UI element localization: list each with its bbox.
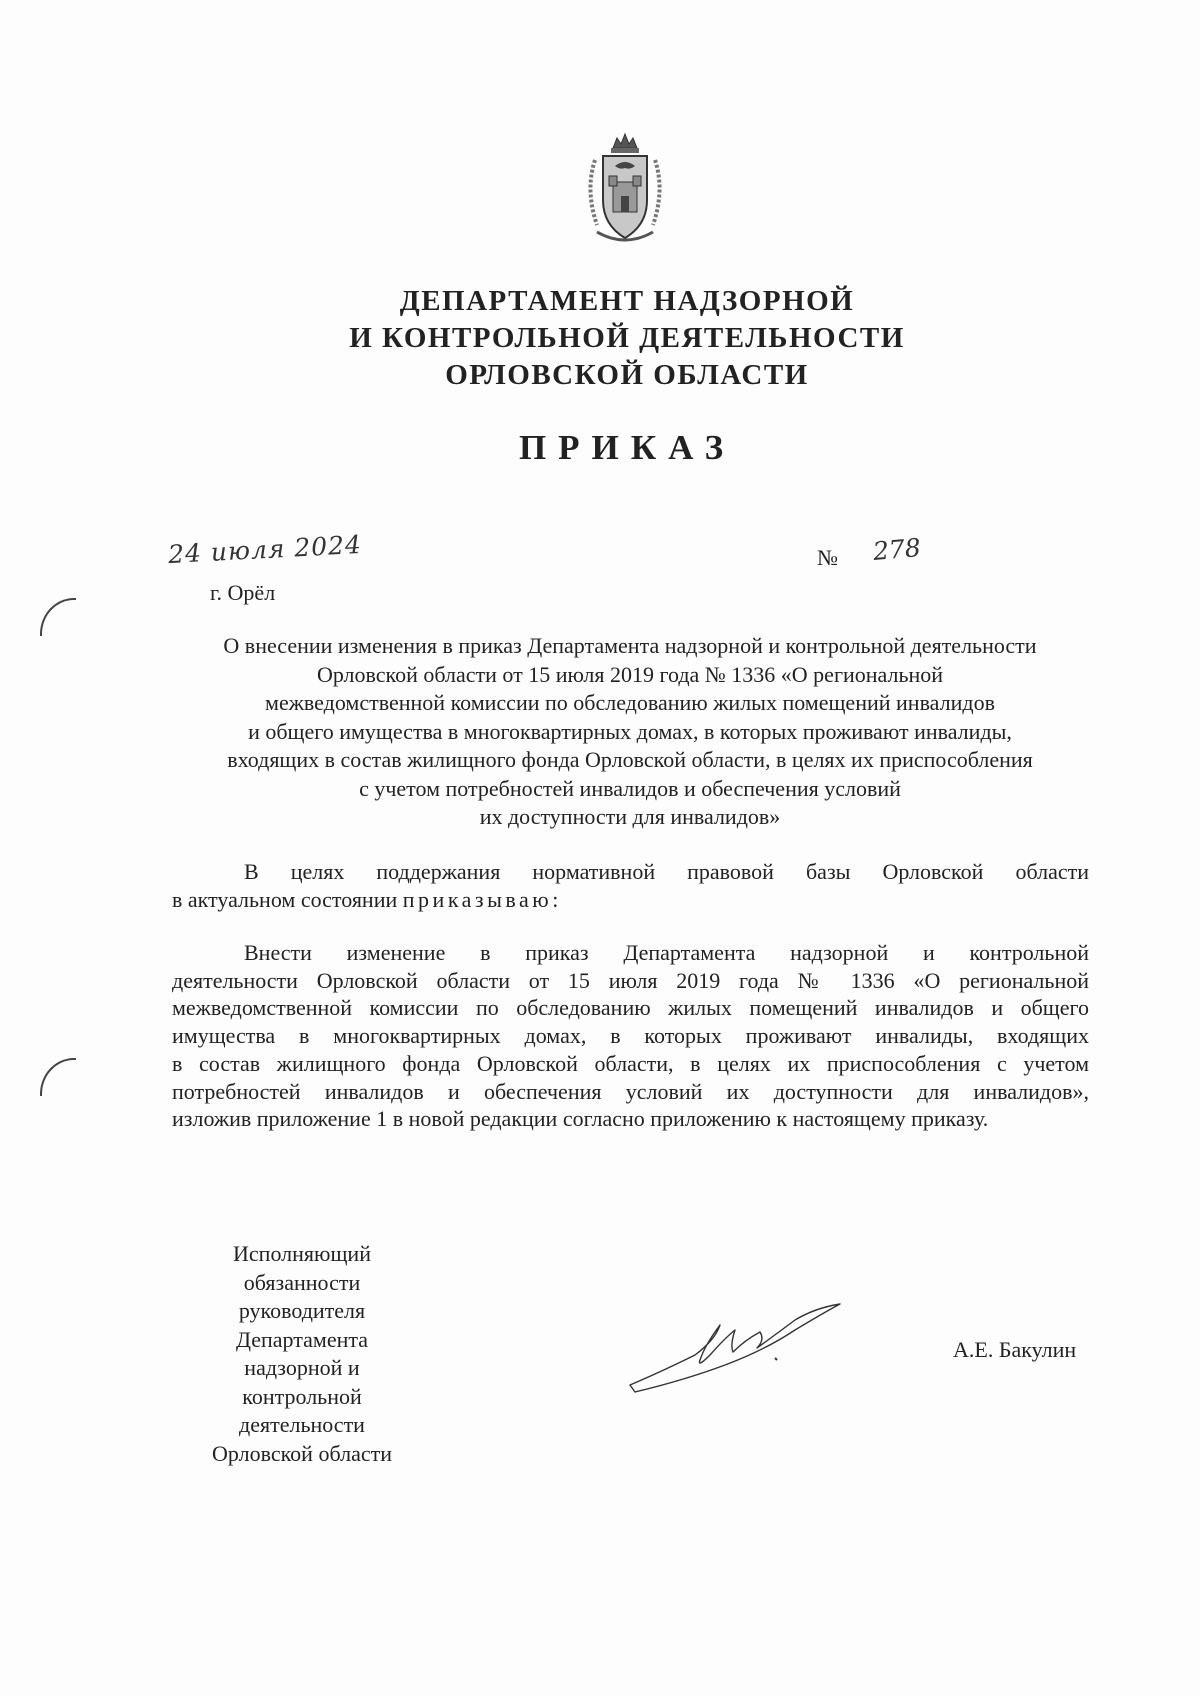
department-title xyxy=(0,283,1200,394)
order-verb: приказываю xyxy=(402,886,553,912)
signer-position xyxy=(182,1240,422,1468)
department-title-line: И КОНТРОЛЬНОЙ ДЕЯТЕЛЬНОСТИ xyxy=(349,322,905,354)
signer-position-line: Департамента xyxy=(235,1326,369,1352)
subject-line: с учетом потребностей инвалидов и обеспечения условий xyxy=(359,775,901,801)
signer-position-line: надзорной и xyxy=(244,1355,360,1380)
document-type-heading: ПРИКАЗ xyxy=(518,428,736,467)
number-label: № xyxy=(817,545,838,570)
coat-of-arms-emblem xyxy=(575,130,675,250)
signer-position-line: обязанности xyxy=(243,1269,361,1295)
punch-hole-mark xyxy=(40,1058,76,1096)
signer-position-line: Орловской области xyxy=(212,1440,392,1466)
handwritten-number: 278 xyxy=(871,532,922,567)
subject-line: входящих в состав жилищного фонда Орловской области, в целях их приспособления xyxy=(227,747,1033,772)
preamble-colon: : xyxy=(552,886,559,912)
body-line: потребностей инвалидов и обеспечения условий их доступности для инвалидов», xyxy=(172,1078,1089,1104)
subject-line: межведомственной комиссии по обследованию жилых помещений инвалидов xyxy=(265,690,995,715)
signer-position-line: Исполняющий xyxy=(233,1241,371,1266)
body-line: изложив приложение 1 в новой редакции согласно приложению к настоящему приказу. xyxy=(172,1106,989,1132)
subject-line: Орловской области от 15 июля 2019 года № 1336 «О региональной xyxy=(316,661,944,687)
preamble-paragraph xyxy=(172,858,1089,913)
body-line: деятельности Орловской области от 15 июля 2019 года № 1336 «О региональной xyxy=(172,967,1089,993)
preamble-text: в актуальном состоянии xyxy=(172,886,403,912)
signer-position-line: деятельности xyxy=(239,1412,365,1437)
punch-hole-mark xyxy=(40,598,76,636)
city-label: г. Орёл xyxy=(210,580,276,605)
document-subject xyxy=(170,632,1090,832)
body-line: межведомственной комиссии по обследованию жилых помещений инвалидов и общего xyxy=(172,995,1089,1021)
subject-line: их доступности для инвалидов» xyxy=(479,804,781,829)
department-title-line: ОРЛОВСКОЙ ОБЛАСТИ xyxy=(445,359,809,391)
preamble-line: В целях поддержания нормативной правовой базы Орловской области xyxy=(244,859,1089,884)
handwritten-date: 24 июля 2024 xyxy=(167,529,363,570)
signer-position-line: контрольной xyxy=(242,1383,362,1409)
body-line: в состав жилищного фонда Орловской области, в целях их приспособления с учетом xyxy=(172,1050,1089,1076)
signer-position-line: руководителя xyxy=(238,1298,366,1323)
body-line: Внести изменение в приказ Департамента надзорной и контрольной xyxy=(244,940,1089,965)
handwritten-signature xyxy=(625,1300,850,1400)
subject-line: и общего имущества в многоквартирных домах, в которых проживают инвалиды, xyxy=(248,718,1012,744)
body-line: имущества в многоквартирных домах, в которых проживают инвалиды, входящих xyxy=(172,1023,1089,1049)
department-title-line: ДЕПАРТАМЕНТ НАДЗОРНОЙ xyxy=(399,285,855,317)
body-paragraph xyxy=(172,939,1089,1133)
signer-name: А.Е. Бакулин xyxy=(953,1337,1077,1362)
preamble-line xyxy=(172,886,1089,914)
subject-line: О внесении изменения в приказ Департамента надзорной и контрольной деятельности xyxy=(223,633,1037,658)
